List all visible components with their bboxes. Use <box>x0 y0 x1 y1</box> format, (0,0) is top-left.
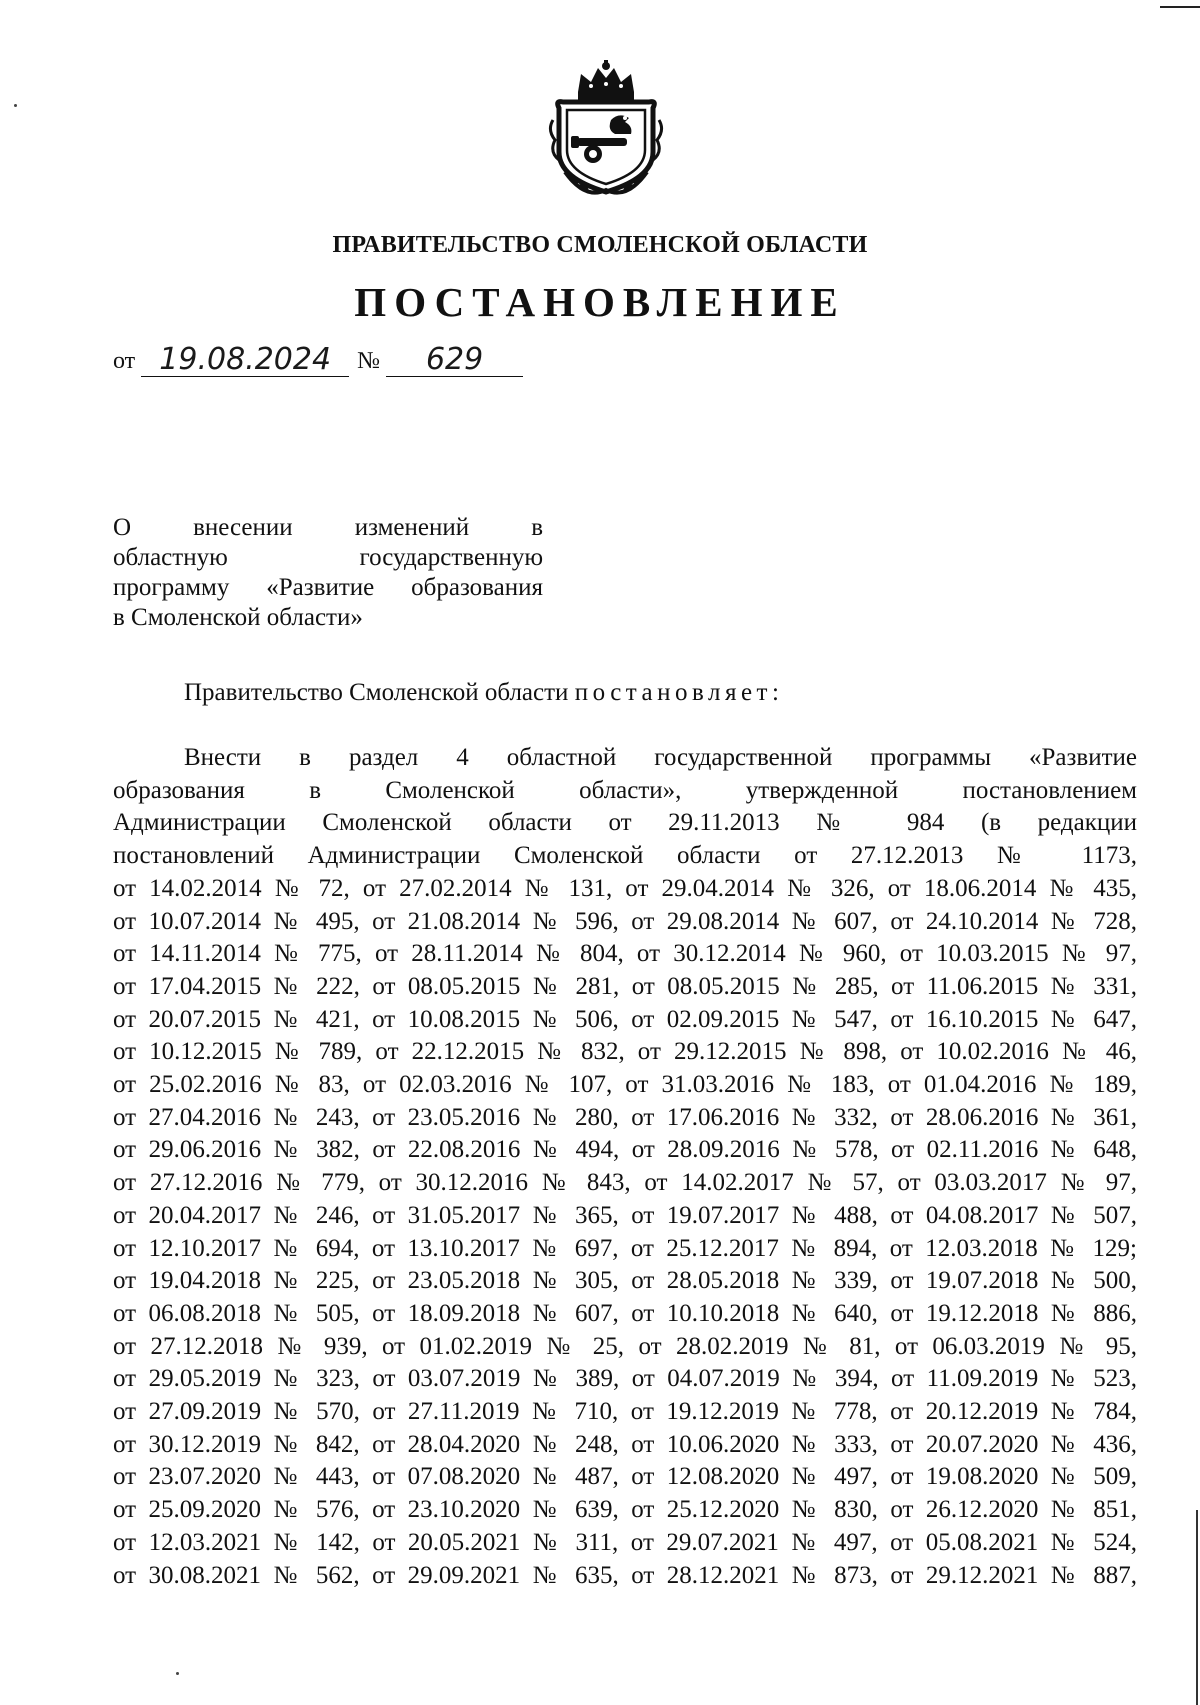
body-line: образования в Смоленской области», утвержденной постановлением <box>113 776 1137 804</box>
body-line: от 25.09.2020 № 576, от 23.10.2020 № 639, от 25.12.2020 № 830, от 26.12.2020 № 851, <box>113 1496 1137 1524</box>
scan-artifact-right <box>1196 1510 1198 1705</box>
body-text <box>113 742 1137 1592</box>
body-line: от 20.04.2017 № 246, от 31.05.2017 № 365, от 19.07.2017 № 488, от 04.08.2017 № 507, <box>113 1201 1137 1229</box>
date-prefix: от <box>113 348 136 374</box>
body-line: от 25.02.2016 № 83, от 02.03.2016 № 107, от 31.03.2016 № 183, от 01.04.2016 № 189, <box>113 1071 1137 1099</box>
preamble-verb: постановляет: <box>574 679 784 706</box>
body-line: от 29.06.2016 № 382, от 22.08.2016 № 494, от 28.09.2016 № 578, от 02.11.2016 № 648, <box>113 1136 1137 1164</box>
subject-line: О внесении изменений в <box>113 514 543 541</box>
scan-dot <box>176 1672 179 1675</box>
body-line: от 27.12.2018 № 939, от 01.02.2019 № 25, от 28.02.2019 № 81, от 06.03.2019 № 95, <box>113 1332 1137 1360</box>
body-line: от 14.11.2014 № 775, от 28.11.2014 № 804, от 30.12.2014 № 960, от 10.03.2015 № 97, <box>113 940 1137 968</box>
body-line: от 27.09.2019 № 570, от 27.11.2019 № 710, от 19.12.2019 № 778, от 20.12.2019 № 784, <box>113 1398 1137 1426</box>
scan-dot <box>14 104 17 107</box>
registration-line <box>113 344 523 377</box>
preamble <box>184 679 783 707</box>
body-line: от 06.08.2018 № 505, от 18.09.2018 № 607, от 10.10.2018 № 640, от 19.12.2018 № 886, <box>113 1299 1137 1327</box>
body-line: постановлений Администрации Смоленской области от 27.12.2013 № 1173, <box>113 842 1137 870</box>
body-line: от 29.05.2019 № 323, от 03.07.2019 № 389, от 04.07.2019 № 394, от 11.09.2019 № 523, <box>113 1365 1137 1393</box>
body-line: от 20.07.2015 № 421, от 10.08.2015 № 506, от 02.09.2015 № 547, от 16.10.2015 № 647, <box>113 1005 1137 1033</box>
document-subject <box>113 513 543 633</box>
handwritten-date: 19.08.2024 <box>141 344 349 377</box>
body-line: от 19.04.2018 № 225, от 23.05.2018 № 305, от 28.05.2018 № 339, от 19.07.2018 № 500, <box>113 1267 1137 1295</box>
body-line: от 14.02.2014 № 72, от 27.02.2014 № 131, от 29.04.2014 № 326, от 18.06.2014 № 435, <box>113 874 1137 902</box>
document-type: ПОСТАНОВЛЕНИЕ <box>354 279 846 325</box>
body-line: от 27.04.2016 № 243, от 23.05.2016 № 280, от 17.06.2016 № 332, от 28.06.2016 № 361, <box>113 1103 1137 1131</box>
body-line: от 12.03.2021 № 142, от 20.05.2021 № 311, от 29.07.2021 № 497, от 05.08.2021 № 524, <box>113 1528 1137 1556</box>
body-line: от 10.07.2014 № 495, от 21.08.2014 № 596, от 29.08.2014 № 607, от 24.10.2014 № 728, <box>113 907 1137 935</box>
coat-of-arms-icon <box>545 60 667 200</box>
subject-line: программу «Развитие образования <box>113 574 543 601</box>
number-prefix: № <box>357 348 381 374</box>
body-line: от 10.12.2015 № 789, от 22.12.2015 № 832, от 29.12.2015 № 898, от 10.02.2016 № 46, <box>113 1038 1137 1066</box>
subject-line: в Смоленской области» <box>113 604 363 631</box>
body-line: Администрации Смоленской области от 29.11.2013 № 984 (в редакции <box>113 809 1137 837</box>
body-line: от 27.12.2016 № 779, от 30.12.2016 № 843, от 14.02.2017 № 57, от 03.03.2017 № 97, <box>113 1169 1137 1197</box>
body-line: Внести в раздел 4 областной государственной программы «Развитие <box>184 744 1137 771</box>
body-line: от 23.07.2020 № 443, от 07.08.2020 № 487, от 12.08.2020 № 497, от 19.08.2020 № 509, <box>113 1463 1137 1491</box>
preamble-lead: Правительство Смоленской области <box>184 679 575 706</box>
body-line: от 30.08.2021 № 562, от 29.09.2021 № 635, от 28.12.2021 № 873, от 29.12.2021 № 887, <box>113 1561 1137 1589</box>
handwritten-number: 629 <box>386 344 523 377</box>
subject-line: областную государственную <box>113 544 543 571</box>
scan-artifact-top <box>1160 6 1200 8</box>
body-line: от 17.04.2015 № 222, от 08.05.2015 № 281, от 08.05.2015 № 285, от 11.06.2015 № 331, <box>113 972 1137 1000</box>
body-line: от 12.10.2017 № 694, от 13.10.2017 № 697, от 25.12.2017 № 894, от 12.03.2018 № 129; <box>113 1234 1137 1262</box>
government-title: ПРАВИТЕЛЬСТВО СМОЛЕНСКОЙ ОБЛАСТИ <box>332 232 868 258</box>
body-line: от 30.12.2019 № 842, от 28.04.2020 № 248, от 10.06.2020 № 333, от 20.07.2020 № 436, <box>113 1430 1137 1458</box>
